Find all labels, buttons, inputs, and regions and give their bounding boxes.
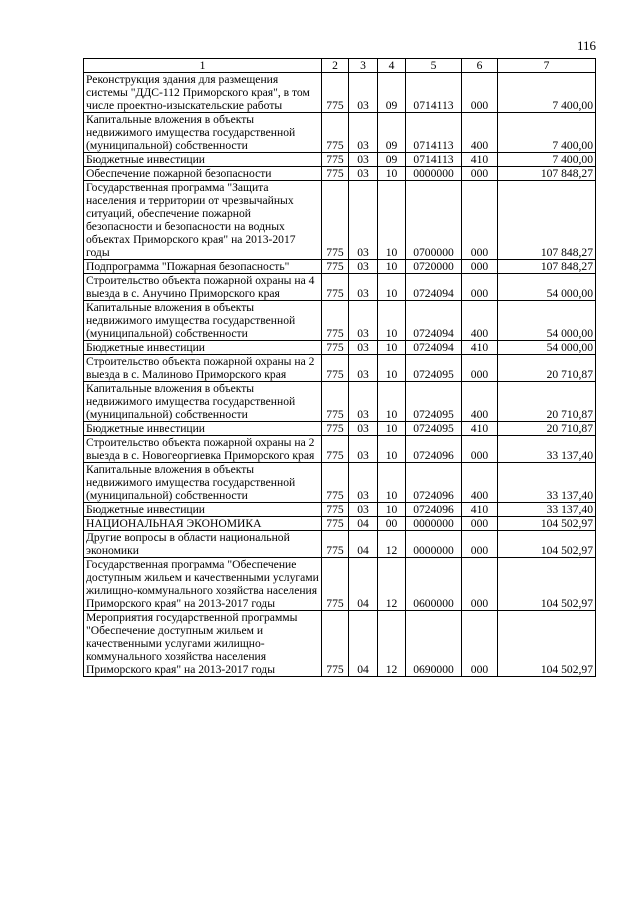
table-row	[84, 274, 596, 301]
amount-cell: 33 137,40	[498, 436, 596, 463]
section-code-cell: 03	[349, 73, 378, 113]
expense-type-cell: 400	[462, 113, 498, 153]
subsection-code-cell: 09	[378, 153, 406, 167]
header-cell: 3	[349, 59, 378, 73]
subsection-code-cell: 10	[378, 341, 406, 355]
item-name-cell: Бюджетные инвестиции	[84, 341, 322, 355]
table-row	[84, 167, 596, 181]
section-code-cell: 04	[349, 517, 378, 531]
item-name-cell: Капитальные вложения в объекты недвижимого имущества государственной (муниципальной) собственности	[84, 382, 322, 422]
section-code-cell: 03	[349, 167, 378, 181]
expense-type-cell: 000	[462, 73, 498, 113]
amount-cell: 7 400,00	[498, 113, 596, 153]
item-name-cell: Капитальные вложения в объекты недвижимого имущества государственной (муниципальной) собственности	[84, 463, 322, 503]
target-code-cell: 0724094	[406, 301, 462, 341]
section-code-cell: 04	[349, 531, 378, 558]
amount-cell: 107 848,27	[498, 260, 596, 274]
expense-type-cell: 000	[462, 611, 498, 677]
item-name-cell: Бюджетные инвестиции	[84, 153, 322, 167]
amount-cell: 104 502,97	[498, 611, 596, 677]
section-code-cell: 03	[349, 181, 378, 260]
item-name-cell: Бюджетные инвестиции	[84, 503, 322, 517]
section-code-cell: 03	[349, 260, 378, 274]
admin-code-cell: 775	[322, 355, 349, 382]
amount-cell: 107 848,27	[498, 181, 596, 260]
amount-cell: 54 000,00	[498, 274, 596, 301]
admin-code-cell: 775	[322, 436, 349, 463]
amount-cell: 33 137,40	[498, 503, 596, 517]
target-code-cell: 0690000	[406, 611, 462, 677]
amount-cell: 54 000,00	[498, 301, 596, 341]
target-code-cell: 0714113	[406, 73, 462, 113]
item-name-cell: Капитальные вложения в объекты недвижимого имущества государственной (муниципальной) собственности	[84, 301, 322, 341]
table-row	[84, 113, 596, 153]
admin-code-cell: 775	[322, 463, 349, 503]
item-name-cell: Мероприятия государственной программы "Обеспечение доступным жильем и качественными услугами жилищно-коммунального хозяйства населения Приморского края" на 2013-2017 годы	[84, 611, 322, 677]
item-name-cell: Строительство объекта пожарной охраны на 2 выезда в с. Новогеоргиевка Приморского края	[84, 436, 322, 463]
target-code-cell: 0724094	[406, 341, 462, 355]
target-code-cell: 0724096	[406, 503, 462, 517]
section-code-cell: 03	[349, 341, 378, 355]
subsection-code-cell: 12	[378, 531, 406, 558]
section-code-cell: 03	[349, 463, 378, 503]
expense-type-cell: 000	[462, 260, 498, 274]
expense-type-cell: 400	[462, 301, 498, 341]
amount-cell: 7 400,00	[498, 153, 596, 167]
amount-cell: 20 710,87	[498, 382, 596, 422]
table-row	[84, 503, 596, 517]
section-code-cell: 03	[349, 355, 378, 382]
target-code-cell: 0724095	[406, 422, 462, 436]
admin-code-cell: 775	[322, 274, 349, 301]
table-row	[84, 260, 596, 274]
target-code-cell: 0000000	[406, 531, 462, 558]
header-cell: 7	[498, 59, 596, 73]
expense-type-cell: 400	[462, 463, 498, 503]
subsection-code-cell: 10	[378, 181, 406, 260]
admin-code-cell: 775	[322, 260, 349, 274]
subsection-code-cell: 12	[378, 611, 406, 677]
subsection-code-cell: 10	[378, 463, 406, 503]
admin-code-cell: 775	[322, 73, 349, 113]
header-cell: 4	[378, 59, 406, 73]
amount-cell: 20 710,87	[498, 355, 596, 382]
admin-code-cell: 775	[322, 113, 349, 153]
section-code-cell: 03	[349, 422, 378, 436]
expense-type-cell: 410	[462, 341, 498, 355]
item-name-cell: Строительство объекта пожарной охраны на 4 выезда в с. Анучино Приморского края	[84, 274, 322, 301]
admin-code-cell: 775	[322, 382, 349, 422]
expense-type-cell: 000	[462, 558, 498, 611]
admin-code-cell: 775	[322, 301, 349, 341]
target-code-cell: 0600000	[406, 558, 462, 611]
table-row	[84, 301, 596, 341]
target-code-cell: 0724095	[406, 382, 462, 422]
target-code-cell: 0700000	[406, 181, 462, 260]
expense-type-cell: 000	[462, 274, 498, 301]
table-row	[84, 531, 596, 558]
item-name-cell: Реконструкция здания для размещения системы "ДДС-112 Приморского края", в том числе проектно-изыскательские работы	[84, 73, 322, 113]
section-code-cell: 04	[349, 558, 378, 611]
subsection-code-cell: 10	[378, 274, 406, 301]
header-cell: 2	[322, 59, 349, 73]
subsection-code-cell: 00	[378, 517, 406, 531]
expense-type-cell: 000	[462, 517, 498, 531]
target-code-cell: 0714113	[406, 113, 462, 153]
subsection-code-cell: 10	[378, 260, 406, 274]
subsection-code-cell: 10	[378, 301, 406, 341]
table-row	[84, 382, 596, 422]
section-code-cell: 03	[349, 382, 378, 422]
amount-cell: 104 502,97	[498, 517, 596, 531]
table-row	[84, 517, 596, 531]
item-name-cell: Капитальные вложения в объекты недвижимого имущества государственной (муниципальной) собственности	[84, 113, 322, 153]
expense-type-cell: 000	[462, 355, 498, 382]
expense-type-cell: 000	[462, 181, 498, 260]
subsection-code-cell: 10	[378, 382, 406, 422]
target-code-cell: 0000000	[406, 167, 462, 181]
expense-type-cell: 000	[462, 436, 498, 463]
header-cell: 6	[462, 59, 498, 73]
table-row	[84, 355, 596, 382]
admin-code-cell: 775	[322, 531, 349, 558]
admin-code-cell: 775	[322, 422, 349, 436]
target-code-cell: 0724096	[406, 436, 462, 463]
admin-code-cell: 775	[322, 611, 349, 677]
section-code-cell: 03	[349, 274, 378, 301]
expense-type-cell: 400	[462, 382, 498, 422]
section-code-cell: 03	[349, 113, 378, 153]
table-row	[84, 422, 596, 436]
item-name-cell: Подпрограмма "Пожарная безопасность"	[84, 260, 322, 274]
page-number: 116	[576, 38, 596, 53]
amount-cell: 20 710,87	[498, 422, 596, 436]
subsection-code-cell: 09	[378, 113, 406, 153]
item-name-cell: Бюджетные инвестиции	[84, 422, 322, 436]
item-name-cell: Другие вопросы в области национальной экономики	[84, 531, 322, 558]
amount-cell: 54 000,00	[498, 341, 596, 355]
table-row	[84, 463, 596, 503]
expense-type-cell: 000	[462, 167, 498, 181]
header-cell: 5	[406, 59, 462, 73]
table-body	[84, 73, 596, 677]
header-row	[84, 59, 596, 73]
table-row	[84, 436, 596, 463]
admin-code-cell: 775	[322, 558, 349, 611]
header-cell: 1	[84, 59, 322, 73]
admin-code-cell: 775	[322, 503, 349, 517]
subsection-code-cell: 10	[378, 355, 406, 382]
amount-cell: 104 502,97	[498, 558, 596, 611]
subsection-code-cell: 10	[378, 422, 406, 436]
expense-type-cell: 000	[462, 531, 498, 558]
section-code-cell: 03	[349, 503, 378, 517]
table-row	[84, 611, 596, 677]
expense-type-cell: 410	[462, 422, 498, 436]
admin-code-cell: 775	[322, 517, 349, 531]
target-code-cell: 0724094	[406, 274, 462, 301]
amount-cell: 33 137,40	[498, 463, 596, 503]
item-name-cell: НАЦИОНАЛЬНАЯ ЭКОНОМИКА	[84, 517, 322, 531]
amount-cell: 104 502,97	[498, 531, 596, 558]
expense-type-cell: 410	[462, 153, 498, 167]
section-code-cell: 04	[349, 611, 378, 677]
table-row	[84, 558, 596, 611]
admin-code-cell: 775	[322, 341, 349, 355]
target-code-cell: 0714113	[406, 153, 462, 167]
table-row	[84, 73, 596, 113]
target-code-cell: 0000000	[406, 517, 462, 531]
amount-cell: 7 400,00	[498, 73, 596, 113]
table-row	[84, 153, 596, 167]
item-name-cell: Обеспечение пожарной безопасности	[84, 167, 322, 181]
section-code-cell: 03	[349, 153, 378, 167]
budget-table	[83, 58, 596, 677]
subsection-code-cell: 09	[378, 73, 406, 113]
expense-type-cell: 410	[462, 503, 498, 517]
subsection-code-cell: 10	[378, 167, 406, 181]
section-code-cell: 03	[349, 301, 378, 341]
target-code-cell: 0720000	[406, 260, 462, 274]
admin-code-cell: 775	[322, 153, 349, 167]
admin-code-cell: 775	[322, 167, 349, 181]
subsection-code-cell: 12	[378, 558, 406, 611]
table-row	[84, 181, 596, 260]
item-name-cell: Строительство объекта пожарной охраны на 2 выезда в с. Малиново Приморского края	[84, 355, 322, 382]
amount-cell: 107 848,27	[498, 167, 596, 181]
target-code-cell: 0724096	[406, 463, 462, 503]
admin-code-cell: 775	[322, 181, 349, 260]
subsection-code-cell: 10	[378, 503, 406, 517]
table-row	[84, 341, 596, 355]
subsection-code-cell: 10	[378, 436, 406, 463]
section-code-cell: 03	[349, 436, 378, 463]
target-code-cell: 0724095	[406, 355, 462, 382]
item-name-cell: Государственная программа "Обеспечение доступным жильем и качественными услугами жилищно-коммунального хозяйства населения Приморского края" на 2013-2017 годы	[84, 558, 322, 611]
item-name-cell: Государственная программа "Защита населения и территории от чрезвычайных ситуаций, обеспечение пожарной безопасности и безопасности на водных объектах Приморского края" на 2013-2017 годы	[84, 181, 322, 260]
